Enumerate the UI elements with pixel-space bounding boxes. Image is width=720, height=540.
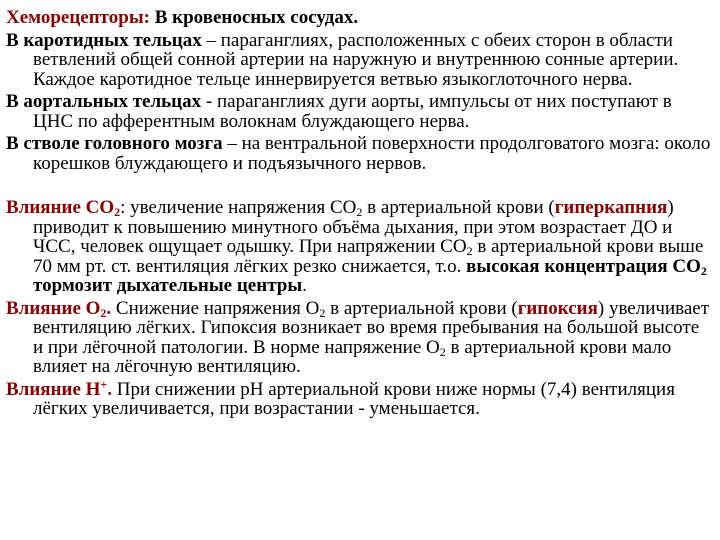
co2-lead: Влияние $СО_2$ [6,197,121,219]
hypoxia-term: гипоксия [517,297,598,319]
h-text: При снижении рН артериальной крови ниже нормы (7,4) вентиляция лёгких увеличивается, при возрастании - уменьшается. [33,378,675,419]
aortic-paragraph [6,92,714,131]
hypercapnia-term: гиперкапния [554,197,668,218]
brainstem-paragraph [6,134,714,173]
aortic-text: - параганглиях дуги аорты, импульсы от них поступают в ЦНС по афферентным волокнам блуждающего нерва. [33,91,672,132]
co2-paragraph: Влияние $СО_2$: увеличение напряжения $СО_2$ в артериальной крови (гиперкапния) приводит к повышению минутного объёма дыхания, при этом возрастает ДО и ЧСС, человек ощущает одышку. При напряжении $СО_2$ в артериальной крови выше 70 мм рт. ст. вентиляция лёгких резко снижается, т.о. высокая концентрация $СО_2$ тормозит дыхательные центры. [6,197,707,296]
brainstem-text: – на вентральной поверхности продолговатого мозга: около корешков блуждающего и подъязычного нервов. [33,133,711,174]
chemoreceptors-title: Хеморецепторы: [6,7,150,28]
chemoreceptors-intro [6,8,714,28]
o2-lead: Влияние $О_2$. [6,297,112,320]
o2-paragraph: Влияние $О_2$. Снижение напряжения $О_2$ в артериальной крови (гипоксия) увеличивает вентиляцию лёгких. Гипоксия возникает во время пребывания на большой высоте и при лёгочной патологии. В норме напряжение $О_2$ в артериальной крови мало влияет на лёгочную вентиляцию. [6,297,710,377]
section-spacer [6,176,714,198]
carotid-text: – параганглиях, расположенных с обеих сторон в области ветвлений общей сонной артерии на наружную и внутреннюю сонные артерии. Каждое каротидное тельце иннервируется ветвью языкоглоточного нерва. [33,29,679,90]
aortic-lead: В аортальных тельцах [6,91,202,112]
h-paragraph [6,376,714,419]
co2-conclusion: высокая концентрация $СО_2$ тормозит дыхательные центры [33,255,707,296]
chemoreceptors-title-rest: В кровеносных сосудах. [149,7,359,28]
brainstem-lead: В стволе головного мозга [6,133,223,154]
carotid-lead: В каротидных тельцах [6,29,202,51]
carotid-paragraph [6,31,714,90]
h-lead: Влияние Н+. [6,376,113,400]
